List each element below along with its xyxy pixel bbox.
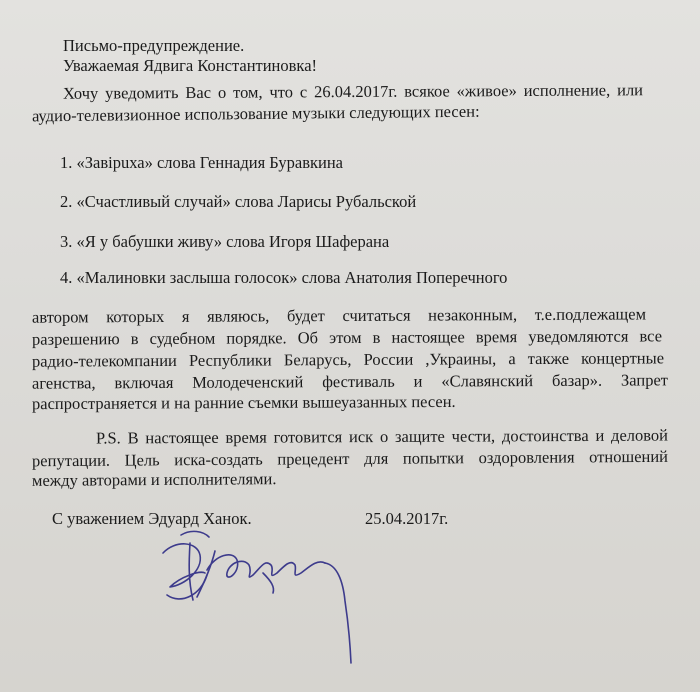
signature-stroke	[181, 531, 209, 537]
body-line: разрешению в судебном порядке. Об этом в настоящее время уведомляются все	[31, 326, 663, 349]
song-item: 3. «Я у бабушки живу» слова Игоря Шаферана	[60, 232, 390, 251]
salutation: Уважаемая Ядвига Константиновка!	[63, 56, 318, 75]
closing: С уважением Эдуард Ханок.	[52, 509, 252, 528]
signature-stroke	[325, 563, 351, 663]
body-line: распространяется и на ранние съемки вышеуазанных песен.	[31, 391, 456, 414]
song-item: 4. «Малиновки заслыша голосок» слова Анатолия Поперечного	[60, 268, 508, 287]
ps-line: P.S. В настоящее время готовится иск о защите чести, достоинства и деловой	[95, 425, 669, 448]
letter-title: Письмо-предупреждение.	[63, 36, 245, 55]
body-line: автором которых я являюсь, будет считаться незаконным, т.е.подлежащем	[31, 304, 647, 327]
song-item: 1. «Завірuха» слова Геннадия Буравкина	[60, 153, 343, 172]
letter-date: 25.04.2017г.	[365, 509, 449, 528]
body-line: радио-телекомпании Республики Беларусь, России ,Украины, а также концертные	[31, 348, 665, 371]
ps-line: репутации. Цель иска-создать прецедент для попытки оздоровления отношений	[31, 446, 669, 471]
handwritten-signature	[145, 515, 385, 685]
body-line: агенства, включая Молодеченский фестиваль и «Славянский базар». Запрет	[31, 370, 669, 393]
song-item: 2. «Счастливый случай» слова Ларисы Рубальской	[60, 192, 417, 211]
ps-line: между авторами и исполнителями.	[31, 469, 277, 490]
intro-line-1: Хочу уведомить Вас о том, что с 26.04.2017г. всякое «живое» исполнение, или	[62, 80, 644, 103]
intro-line-2: аудио-телевизионное использование музыки следующих песен:	[31, 101, 480, 126]
signature-stroke	[207, 555, 325, 577]
